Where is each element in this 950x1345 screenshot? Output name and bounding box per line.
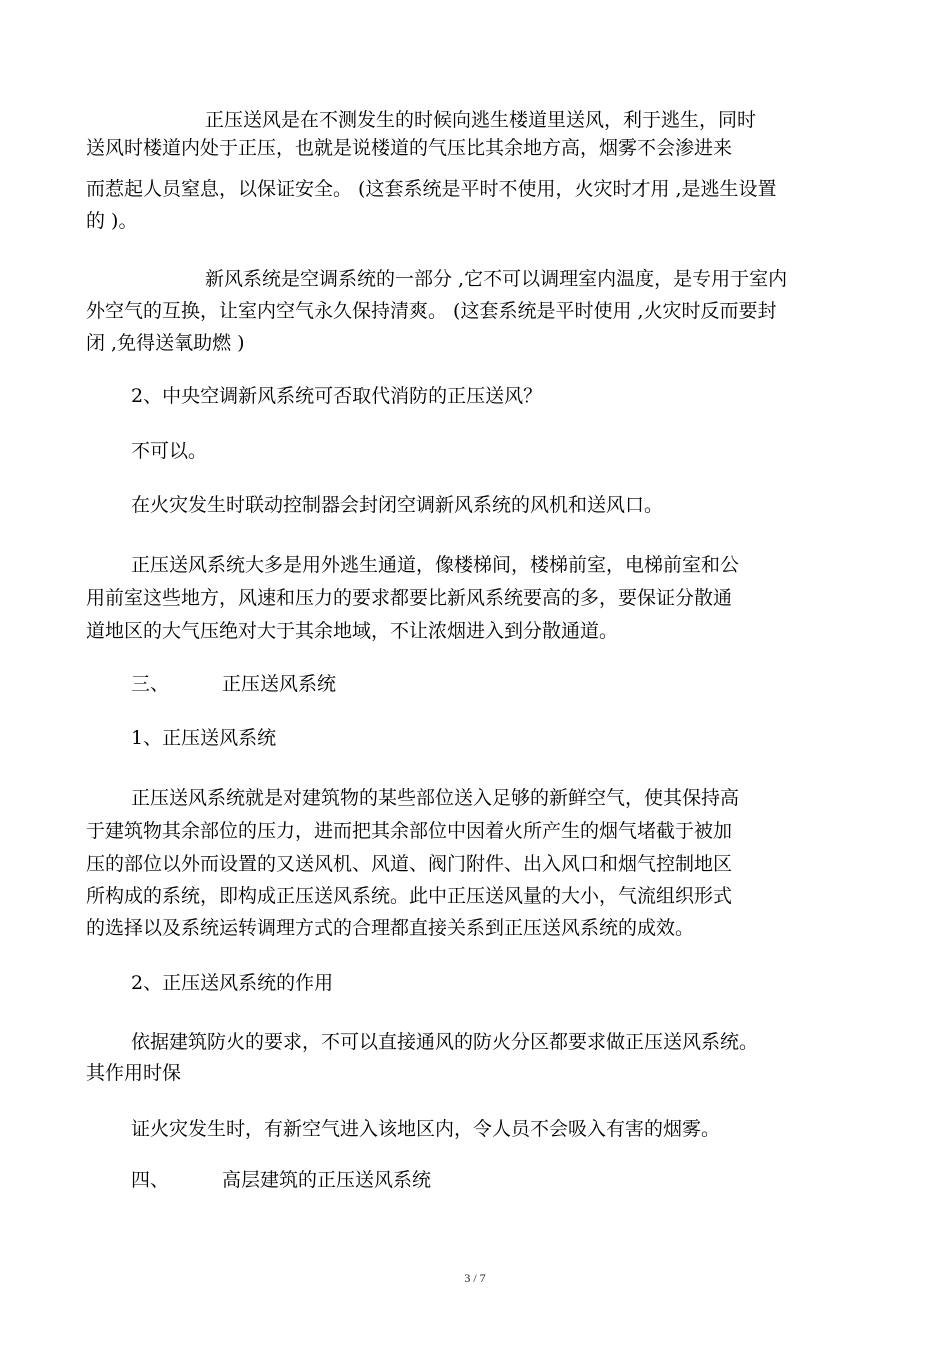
paragraph-line: 而惹起人员窒息，以保证安全。 (这套系统是平时不使用，火灾时才用 ,是逃生设置 <box>86 178 777 200</box>
paragraph-line: 正压送风系统大多是用外逃生通道，像楼梯间，楼梯前室，电梯前室和公 <box>131 554 740 576</box>
paragraph-line: 外空气的互换，让室内空气永久保持清爽。 (这套系统是平时使用 ,火灾时反而要封 <box>86 300 777 322</box>
paragraph-line: 证火灾发生时，有新空气进入该地区内，令人员不会吸入有害的烟雾。 <box>131 1118 721 1140</box>
paragraph-line: 送风时楼道内处于正压，也就是说楼道的气压比其余地方高，烟雾不会渗进来 <box>86 137 733 159</box>
paragraph-line: 闭 ,免得送氧助燃 ) <box>86 332 245 354</box>
paragraph-line: 新风系统是空调系统的一部分 ,它不可以调理室内温度，是专用于室内 <box>205 268 788 290</box>
paragraph-line: 的 )。 <box>86 210 138 232</box>
question-heading: 2、中央空调新风系统可否取代消防的正压送风？ <box>131 385 543 407</box>
paragraph-line: 于建筑物其余部位的压力，进而把其余部位中因着火所产生的烟气堵截于被加 <box>86 820 733 842</box>
section-title: 正压送风系统 <box>222 673 337 695</box>
subsection-heading: 1、正压送风系统 <box>131 727 277 749</box>
paragraph-line: 所构成的系统，即构成正压送风系统。此中正压送风量的大小，气流组织形式 <box>86 885 733 907</box>
paragraph-line: 道地区的大气压绝对大于其余地域，不让浓烟进入到分散通道。 <box>86 620 619 642</box>
section-number: 三、 <box>131 673 170 695</box>
paragraph-line: 在火灾发生时联动控制器会封闭空调新风系统的风机和送风口。 <box>131 494 664 516</box>
paragraph-line: 压的部位以外而设置的又送风机、风道、阀门附件、出入风口和烟气控制地区 <box>86 853 733 875</box>
paragraph-line: 依据建筑防火的要求，不可以直接通风的防火分区都要求做正压送风系统。 <box>131 1031 759 1053</box>
paragraph-line: 用前室这些地方，风速和压力的要求都要比新风系统要高的多，要保证分散通 <box>86 587 733 609</box>
section-number: 四、 <box>131 1169 170 1191</box>
paragraph-line: 正压送风是在不测发生的时候向逃生楼道里送风，利于逃生，同时 <box>205 109 757 131</box>
subsection-heading: 2、正压送风系统的作用 <box>131 972 334 994</box>
paragraph-line: 的选择以及系统运转调理方式的合理都直接关系到正压送风系统的成效。 <box>86 917 695 939</box>
paragraph-line: 其作用时保 <box>86 1062 182 1084</box>
section-title: 高层建筑的正压送风系统 <box>222 1169 432 1191</box>
paragraph-line: 正压送风系统就是对建筑物的某些部位送入足够的新鲜空气，使其保持高 <box>131 787 740 809</box>
page-number: 3 / 7 <box>464 1271 486 1285</box>
paragraph-line: 不可以。 <box>131 440 208 462</box>
